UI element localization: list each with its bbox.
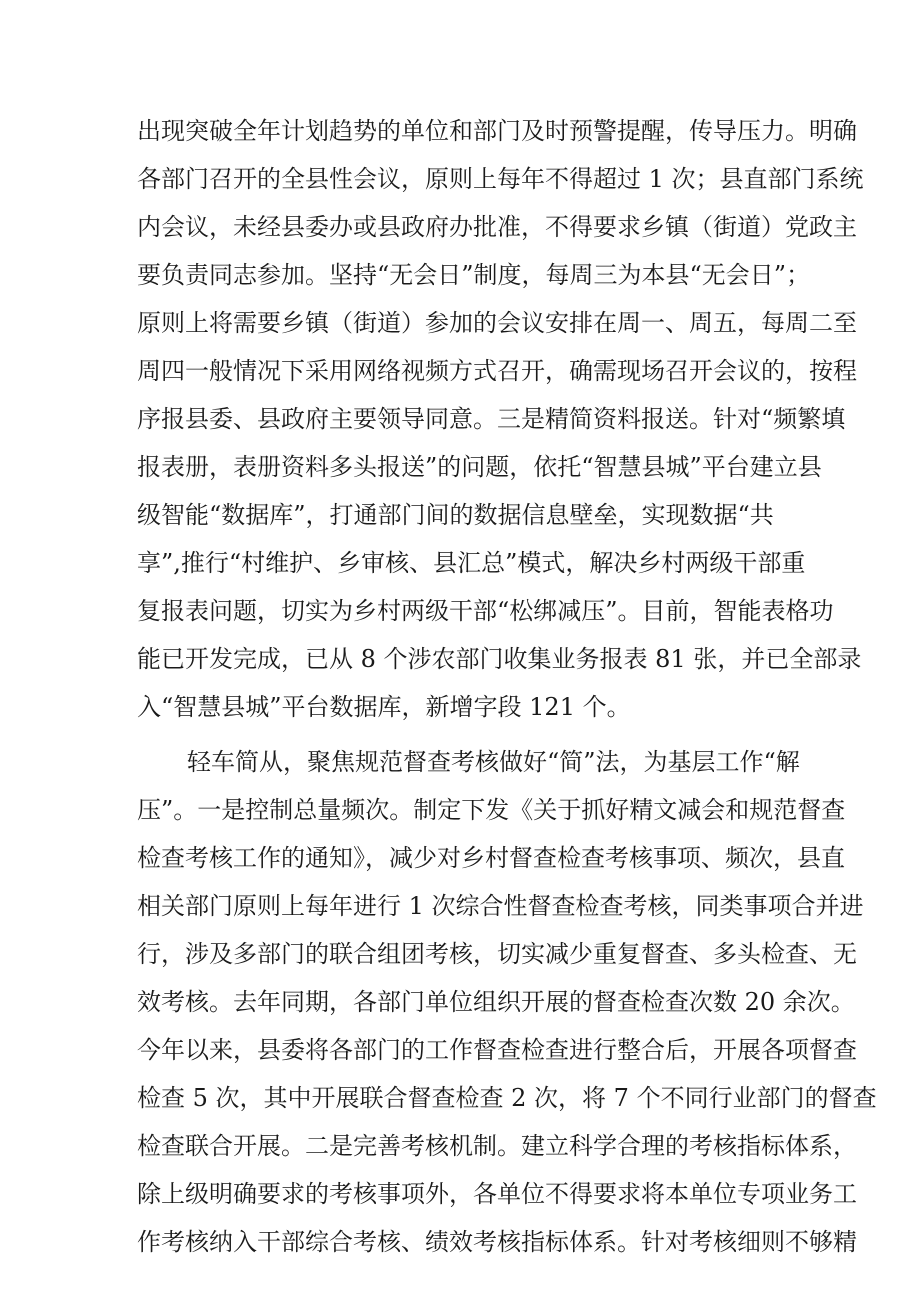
paragraph-line: 今年以来，县委将各部门的工作督查检查进行整合后，开展各项督查 [137, 1036, 857, 1064]
paragraph-line: 原则上将需要乡镇（街道）参加的会议安排在周一、周五，每周二至 [137, 309, 857, 337]
paragraph-line: 序报县委、县政府主要领导同意。三是精简资料报送。针对“频繁填 [137, 405, 846, 433]
paragraph-line: 相关部门原则上每年进行 1 次综合性督查检查考核，同类事项合并进 [137, 892, 864, 920]
paragraph-line: 级智能“数据库”，打通部门间的数据信息壁垒，实现数据“共 [137, 501, 774, 529]
paragraph-line: 能已开发完成，已从 8 个涉农部门收集业务报表 81 张，并已全部录 [137, 645, 862, 673]
paragraph-line: 入“智慧县城”平台数据库，新增字段 121 个。 [137, 693, 631, 721]
paragraph-line: 检查联合开展。二是完善考核机制。建立科学合理的考核指标体系， [137, 1132, 857, 1160]
paragraph-line: 要负责同志参加。坚持“无会日”制度，每周三为本县“无会日”； [137, 261, 811, 289]
paragraph-line: 除上级明确要求的考核事项外，各单位不得要求将本单位专项业务工 [137, 1180, 857, 1208]
paragraph-line: 内会议，未经县委办或县政府办批准，不得要求乡镇（街道）党政主 [137, 213, 857, 241]
paragraph-line: 行，涉及多部门的联合组团考核，切实减少重复督查、多头检查、无 [137, 940, 857, 968]
paragraph-first-line: 轻车简从，聚焦规范督查考核做好“简”法，为基层工作“解 [187, 748, 800, 776]
paragraph-line: 复报表问题，切实为乡村两级干部“松绑减压”。目前，智能表格功 [137, 597, 834, 625]
paragraph-line: 检查 5 次，其中开展联合督查检查 2 次，将 7 个不同行业部门的督查 [137, 1084, 877, 1112]
paragraph-line: 出现突破全年计划趋势的单位和部门及时预警提醒，传导压力。明确 [137, 117, 857, 145]
paragraph-line: 压”。一是控制总量频次。制定下发《关于抓好精文减会和规范督查 [137, 796, 846, 824]
paragraph-line: 作考核纳入干部综合考核、绩效考核指标体系。针对考核细则不够精 [137, 1228, 857, 1256]
paragraph-line: 各部门召开的全县性会议，原则上每年不得超过 1 次；县直部门系统 [137, 165, 864, 193]
paragraph-line: 享”,推行“村维护、乡审核、县汇总”模式，解决乡村两级干部重 [137, 549, 806, 577]
paragraph-line: 效考核。去年同期，各部门单位组织开展的督查检查次数 20 余次。 [137, 988, 855, 1016]
paragraph-line: 报表册，表册资料多头报送”的问题，依托“智慧县城”平台建立县 [137, 453, 822, 481]
paragraph-line: 检查考核工作的通知》，减少对乡村督查检查考核事项、频次，县直 [137, 844, 845, 872]
paragraph-line: 周四一般情况下采用网络视频方式召开，确需现场召开会议的，按程 [137, 357, 857, 385]
